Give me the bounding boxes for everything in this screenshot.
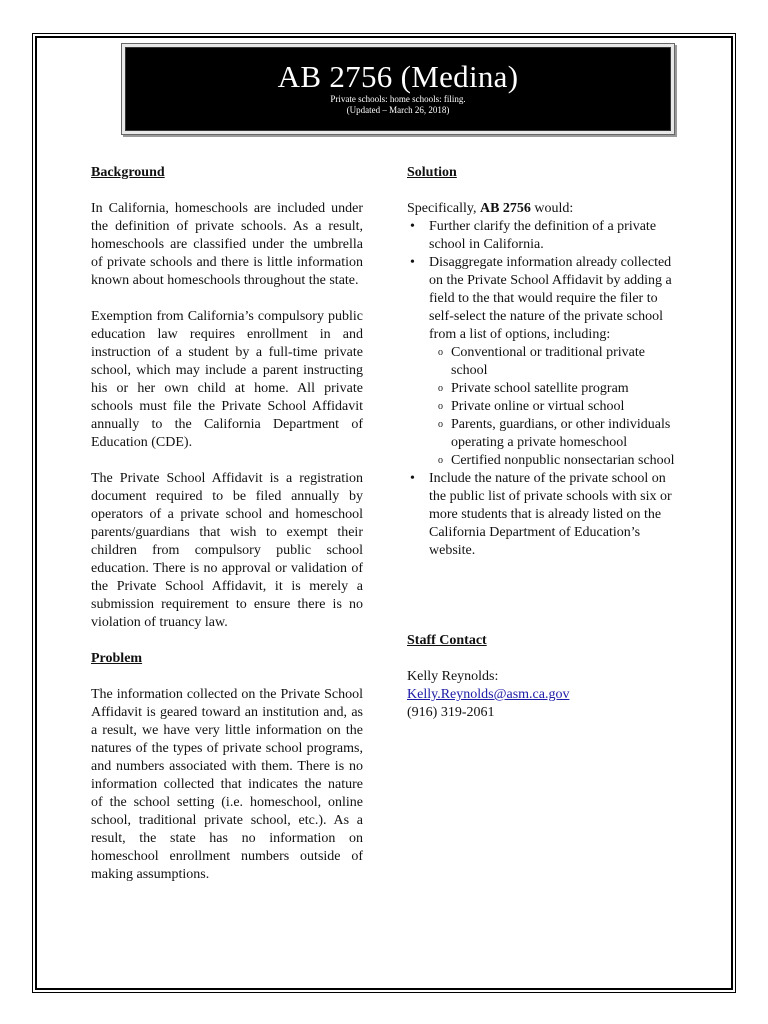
- problem-heading: Problem: [91, 651, 143, 666]
- bill-number: AB 2756: [479, 201, 531, 216]
- background-heading: Background: [91, 165, 165, 180]
- option-item: o Parents, guardians, or other individuals operating a private homeschool: [438, 417, 671, 450]
- background-para-2: Exemption from California’s compulsory public education law requires enrollment in and instruction of a student by a full-time private school, which may include a parent instructing his or her own child at home. All private schools must file the Private School Affidavit annually to the California Department of Education (CDE).: [91, 309, 363, 450]
- options-list: [429, 344, 677, 470]
- solution-list: [407, 218, 677, 560]
- option-item: o Private school satellite program: [438, 381, 629, 396]
- circle-bullet-icon: o: [438, 401, 443, 412]
- bullet-icon: •: [410, 219, 415, 234]
- solution-intro: Specifically, AB 2756 would:: [407, 201, 574, 216]
- bill-title: AB 2756 (Medina): [277, 59, 519, 94]
- solution-heading: Solution: [407, 165, 457, 180]
- right-column: [407, 164, 677, 722]
- background-para-3: The Private School Affidavit is a registration document required to be filed annually by operators of a private school and homeschool parents/guardians that wish to exempt their children from compulsory public school education. There is no approval or validation of the Private School Affidavit, it is merely a submission requirement to ensure there is no violation of truancy law.: [91, 471, 363, 630]
- updated-date: (Updated – March 26, 2018): [346, 105, 450, 115]
- staff-contact-heading: Staff Contact: [407, 633, 487, 648]
- list-item: • Include the nature of the private school on the public list of private schools with six or more students that is already listed on the California Department of Education’s website.: [410, 471, 672, 558]
- title-banner: [125, 47, 671, 131]
- contact-email-link[interactable]: Kelly.Reynolds@asm.ca.gov: [407, 687, 570, 702]
- bill-subtitle: Private schools: home schools: filing.: [330, 94, 466, 104]
- option-item: o Certified nonpublic nonsectarian school: [438, 453, 675, 468]
- circle-bullet-icon: o: [438, 347, 443, 358]
- circle-bullet-icon: o: [438, 383, 443, 394]
- bullet-icon: •: [410, 255, 415, 270]
- option-item: o Conventional or traditional private school: [438, 345, 646, 378]
- left-column: [91, 164, 363, 884]
- list-item: • Further clarify the definition of a private school in California.: [410, 219, 657, 252]
- list-item: • Disaggregate information already collected on the Private School Affidavit by adding a field to the that would require the filer to self-select the nature of the private school from a list of options, including: o Conventional or traditional private school o Private school satellite program o Private online or virtual school o Parents, guardians, or other individuals operating a private homeschool o Certified nonpublic nonsectarian school: [407, 254, 677, 470]
- option-item: o Private online or virtual school: [438, 399, 625, 414]
- problem-para: The information collected on the Private School Affidavit is geared toward an institution and, as a result, we have very little information on the natures of the types of private school programs, and numbers associated with them. There is no information collected that indicates the nature of the school setting (i.e. homeschool, online school, traditional private school, etc.). As a result, the state has no information on homeschool enrollment numbers outside of making assumptions.: [91, 687, 363, 882]
- background-para-1: In California, homeschools are included under the definition of private schools. As a result, homeschools are classified under the umbrella of private schools and there is little information known about homeschools throughout the state.: [91, 201, 363, 288]
- circle-bullet-icon: o: [438, 419, 443, 430]
- circle-bullet-icon: o: [438, 455, 443, 466]
- contact-phone: (916) 319-2061: [407, 705, 495, 720]
- contact-name: Kelly Reynolds:: [407, 669, 499, 684]
- bullet-icon: •: [410, 471, 415, 486]
